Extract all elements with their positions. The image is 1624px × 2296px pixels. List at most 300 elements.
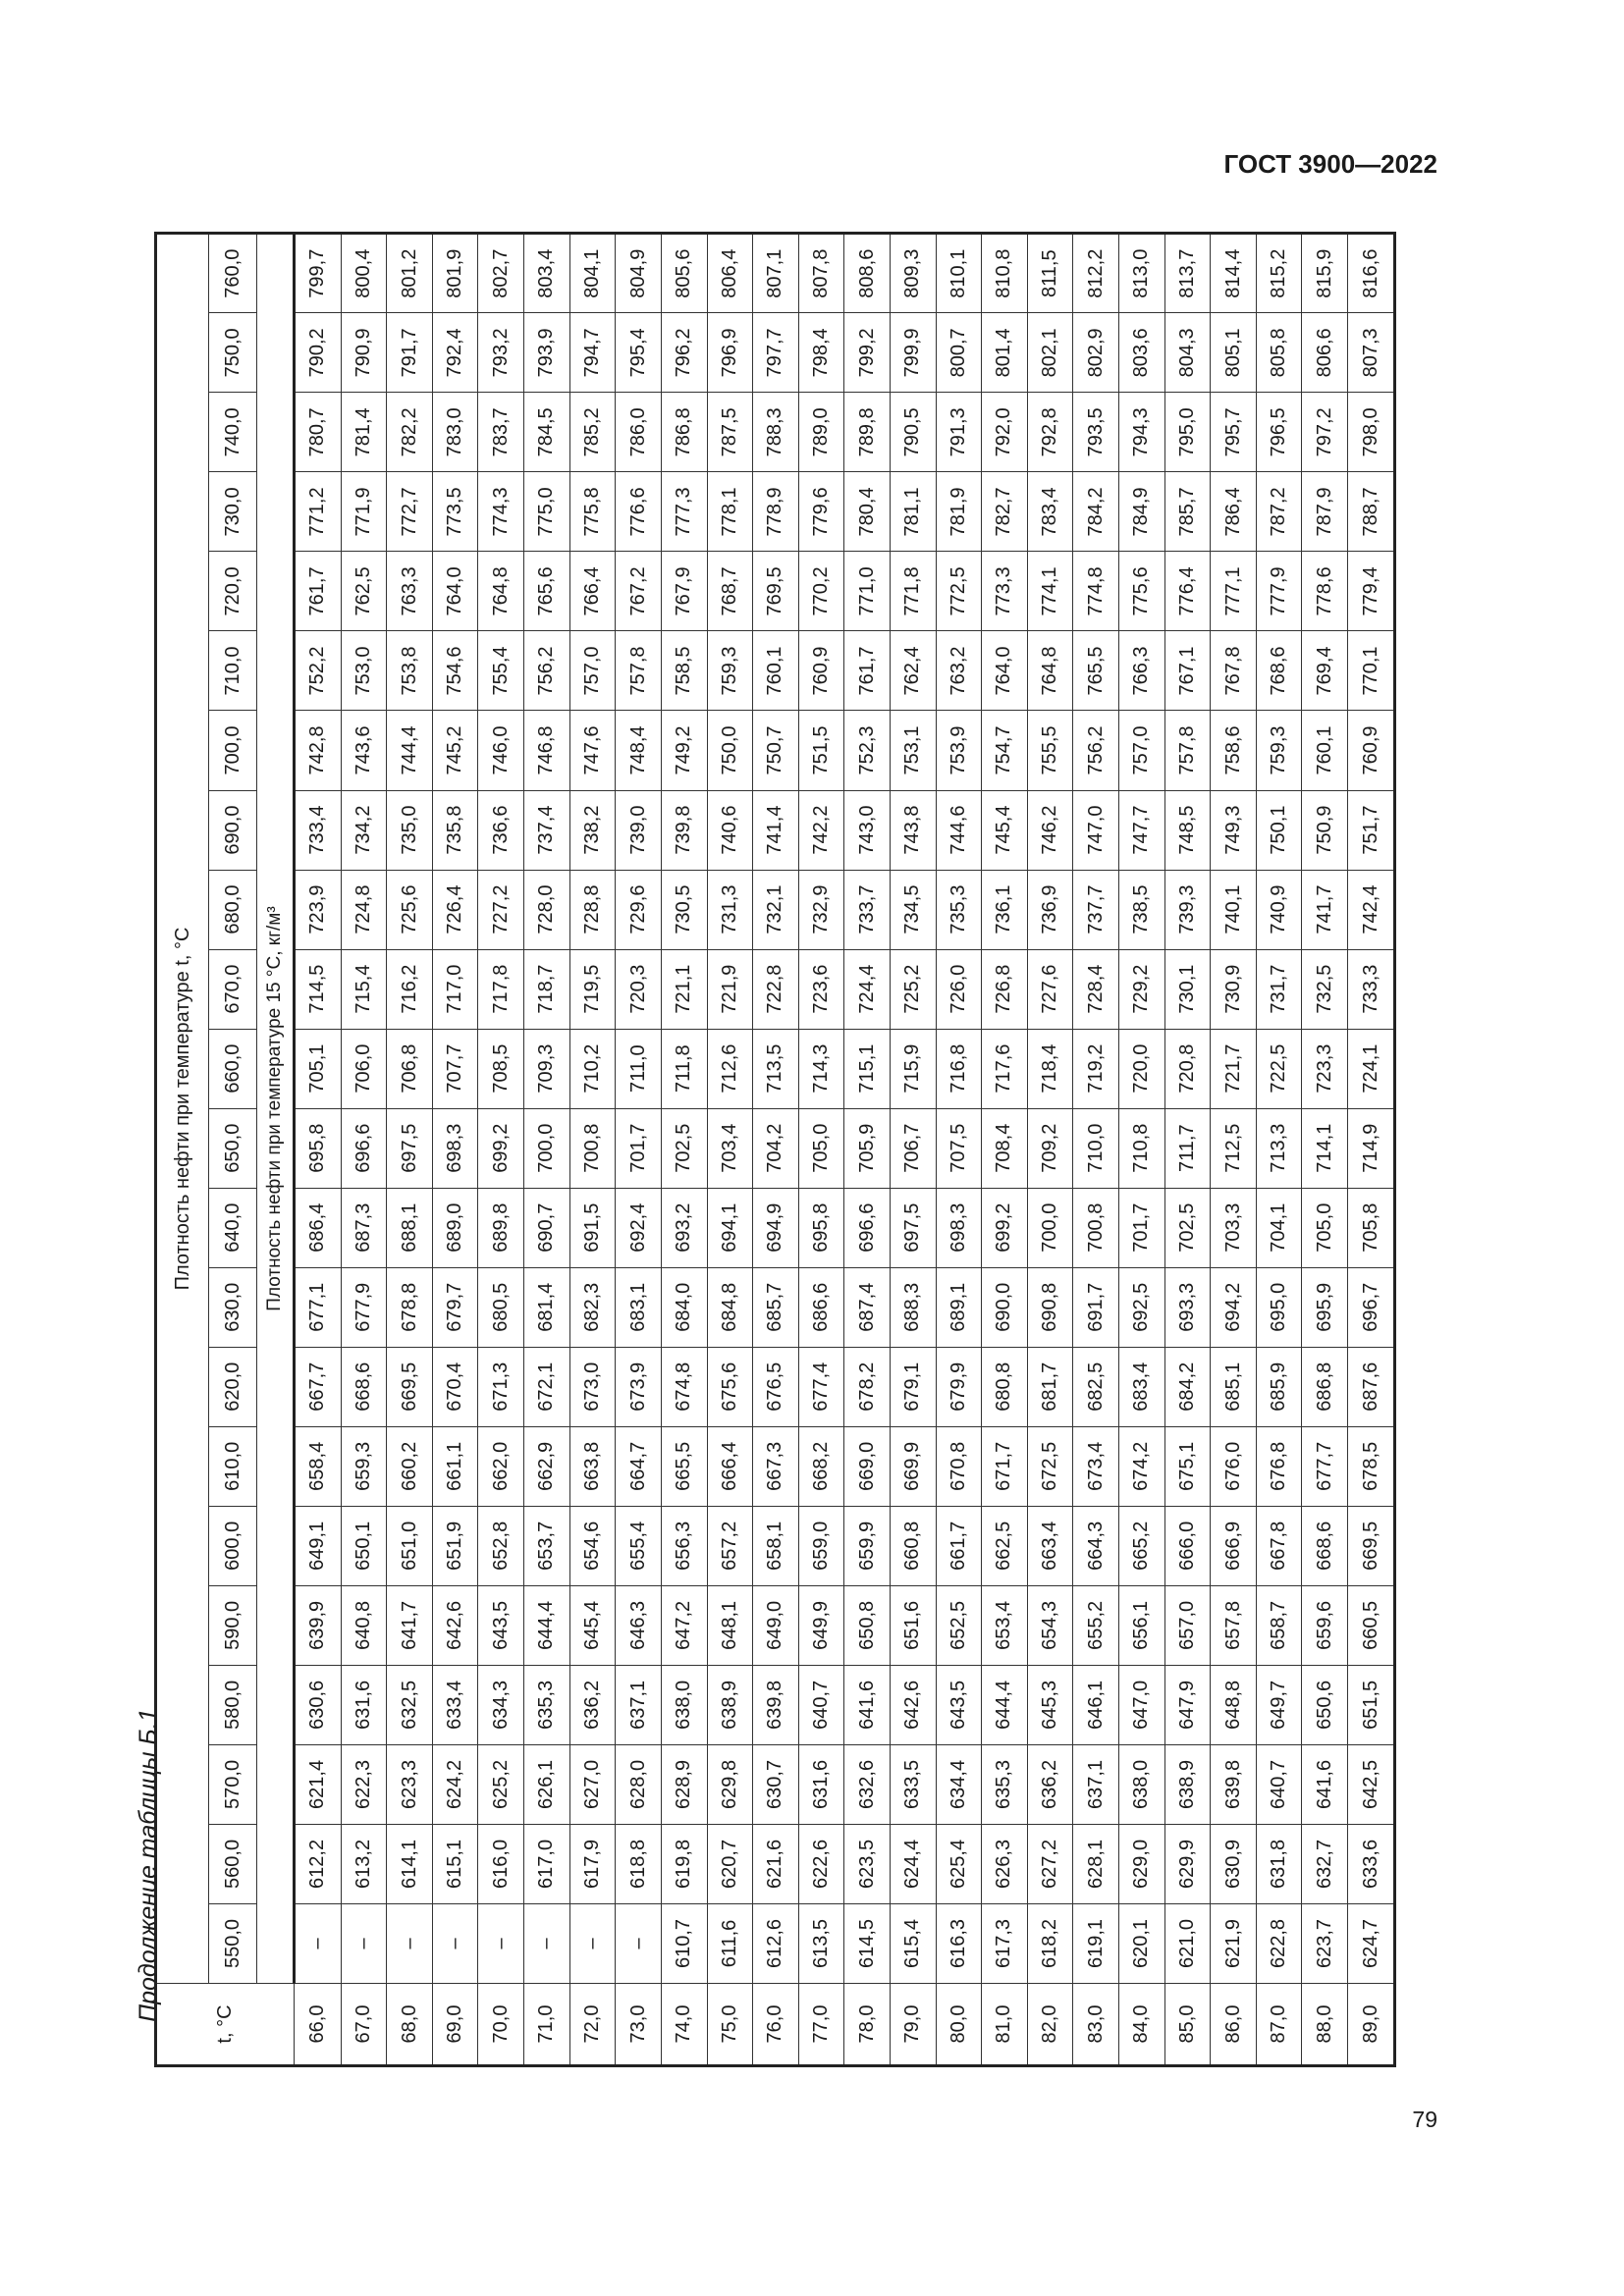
- page-number: 79: [1412, 2107, 1437, 2132]
- density-cell: 775,6: [1118, 552, 1164, 631]
- column-header: 570,0: [209, 1744, 257, 1824]
- temperature-cell: 81,0: [982, 1984, 1028, 2066]
- density-cell: 736,9: [1027, 870, 1073, 949]
- density-cell: 797,2: [1302, 393, 1348, 472]
- density-cell: 630,6: [295, 1665, 342, 1744]
- density-cell: 632,5: [387, 1665, 433, 1744]
- density-cell: 784,9: [1118, 472, 1164, 552]
- density-cell: 706,7: [890, 1108, 936, 1188]
- density-cell: 646,3: [616, 1585, 662, 1665]
- density-cell: 621,4: [295, 1744, 342, 1824]
- density-cell: 705,1: [295, 1029, 342, 1108]
- density-cell: 798,4: [798, 313, 844, 393]
- density-cell: 753,9: [936, 711, 982, 790]
- density-cell: 749,3: [1211, 790, 1257, 870]
- density-cell: 777,9: [1256, 552, 1302, 631]
- density-cell: 754,6: [432, 631, 478, 711]
- density-cell: 788,3: [753, 393, 799, 472]
- density-cell: 637,1: [1073, 1744, 1119, 1824]
- density-cell: 686,6: [798, 1267, 844, 1347]
- density-cell: 688,3: [890, 1267, 936, 1347]
- density-cell: –: [616, 1903, 662, 1983]
- density-cell: 636,2: [1027, 1744, 1073, 1824]
- column-header: 550,0: [209, 1903, 257, 1983]
- density-cell: 612,2: [295, 1824, 342, 1903]
- density-cell: 717,8: [478, 949, 524, 1029]
- density-cell: 656,3: [661, 1506, 707, 1585]
- density-cell: 690,8: [1027, 1267, 1073, 1347]
- density-cell: 796,2: [661, 313, 707, 393]
- density-cell: 793,9: [524, 313, 570, 393]
- density-cell: 740,6: [707, 790, 753, 870]
- temperature-cell: 70,0: [478, 1984, 524, 2066]
- density-cell: 739,3: [1164, 870, 1211, 949]
- density-cell: 710,2: [569, 1029, 616, 1108]
- density-table: [154, 232, 1396, 2067]
- density-cell: 699,2: [478, 1108, 524, 1188]
- density-cell: 668,6: [1302, 1506, 1348, 1585]
- density-cell: 780,7: [295, 393, 342, 472]
- density-cell: 793,5: [1073, 393, 1119, 472]
- density-cell: 648,1: [707, 1585, 753, 1665]
- density-cell: 641,7: [387, 1585, 433, 1665]
- column-header: 600,0: [209, 1506, 257, 1585]
- density-cell: 674,8: [661, 1347, 707, 1426]
- density-cell: 702,5: [1164, 1188, 1211, 1267]
- density-cell: 746,2: [1027, 790, 1073, 870]
- density-cell: 764,8: [1027, 631, 1073, 711]
- density-cell: 616,3: [936, 1903, 982, 1983]
- density-cell: 776,6: [616, 472, 662, 552]
- density-cell: 726,4: [432, 870, 478, 949]
- density-cell: 778,6: [1302, 552, 1348, 631]
- density-cell: 681,7: [1027, 1347, 1073, 1426]
- density-cell: 658,1: [753, 1506, 799, 1585]
- density-cell: 691,5: [569, 1188, 616, 1267]
- density-cell: 666,0: [1164, 1506, 1211, 1585]
- density-cell: 688,1: [387, 1188, 433, 1267]
- density-cell: 743,0: [844, 790, 891, 870]
- density-cell: 665,2: [1118, 1506, 1164, 1585]
- density-cell: 677,1: [295, 1267, 342, 1347]
- density-cell: 621,9: [1211, 1903, 1257, 1983]
- density-cell: 710,0: [1073, 1108, 1119, 1188]
- density-cell: 696,6: [844, 1188, 891, 1267]
- density-cell: 804,3: [1164, 313, 1211, 393]
- density-cell: 628,1: [1073, 1824, 1119, 1903]
- density-cell: –: [478, 1903, 524, 1983]
- density-cell: 791,7: [387, 313, 433, 393]
- density-cell: 752,2: [295, 631, 342, 711]
- temperature-cell: 78,0: [844, 1984, 891, 2066]
- density-cell: 730,1: [1164, 949, 1211, 1029]
- density-cell: 814,4: [1211, 234, 1257, 313]
- density-cell: 724,4: [844, 949, 891, 1029]
- temperature-cell: 72,0: [569, 1984, 616, 2066]
- density-cell: 798,0: [1348, 393, 1395, 472]
- density-cell: 720,3: [616, 949, 662, 1029]
- density-cell: 651,0: [387, 1506, 433, 1585]
- density-cell: 697,5: [890, 1188, 936, 1267]
- density-cell: 634,4: [936, 1744, 982, 1824]
- density-cell: 766,3: [1118, 631, 1164, 711]
- density-cell: 714,5: [295, 949, 342, 1029]
- density-cell: 727,6: [1027, 949, 1073, 1029]
- temperature-cell: 68,0: [387, 1984, 433, 2066]
- density-cell: 722,5: [1256, 1029, 1302, 1108]
- density-cell: 690,7: [524, 1188, 570, 1267]
- density-cell: 678,2: [844, 1347, 891, 1426]
- temperature-cell: 77,0: [798, 1984, 844, 2066]
- density-cell: 770,1: [1348, 631, 1395, 711]
- density-cell: 807,8: [798, 234, 844, 313]
- density-cell: 705,9: [844, 1108, 891, 1188]
- density-cell: 666,4: [707, 1426, 753, 1506]
- density-cell: 617,3: [982, 1903, 1028, 1983]
- density-cell: 714,3: [798, 1029, 844, 1108]
- density-cell: 743,6: [341, 711, 387, 790]
- density-cell: 705,0: [1302, 1188, 1348, 1267]
- column-header: 710,0: [209, 631, 257, 711]
- density-cell: 639,8: [1211, 1744, 1257, 1824]
- density-cell: 689,8: [478, 1188, 524, 1267]
- density-cell: 679,7: [432, 1267, 478, 1347]
- density-cell: 657,0: [1164, 1585, 1211, 1665]
- temperature-cell: 80,0: [936, 1984, 982, 2066]
- density-cell: 703,4: [707, 1108, 753, 1188]
- density-cell: 612,6: [753, 1903, 799, 1983]
- density-cell: 716,2: [387, 949, 433, 1029]
- temperature-cell: 74,0: [661, 1984, 707, 2066]
- density-cell: 673,9: [616, 1347, 662, 1426]
- density-cell: 622,6: [798, 1824, 844, 1903]
- density-cell: 779,4: [1348, 552, 1395, 631]
- density-cell: 717,0: [432, 949, 478, 1029]
- density-cell: 710,8: [1118, 1108, 1164, 1188]
- density-cell: 711,8: [661, 1029, 707, 1108]
- density-cell: 644,4: [982, 1665, 1028, 1744]
- density-cell: 649,9: [798, 1585, 844, 1665]
- density-cell: 733,3: [1348, 949, 1395, 1029]
- density-cell: 652,5: [936, 1585, 982, 1665]
- table-row: [982, 234, 1028, 2066]
- density-cell: 666,9: [1211, 1506, 1257, 1585]
- density-cell: 735,3: [936, 870, 982, 949]
- density-cell: 729,2: [1118, 949, 1164, 1029]
- density-cell: 816,6: [1348, 234, 1395, 313]
- density-cell: 611,6: [707, 1903, 753, 1983]
- density-cell: 783,7: [478, 393, 524, 472]
- density-cell: 617,0: [524, 1824, 570, 1903]
- density-cell: 700,8: [569, 1108, 616, 1188]
- density-cell: 694,1: [707, 1188, 753, 1267]
- density-cell: 670,8: [936, 1426, 982, 1506]
- density-cell: 805,8: [1256, 313, 1302, 393]
- table-row: [707, 234, 753, 2066]
- density-cell: 715,4: [341, 949, 387, 1029]
- density-cell: 708,5: [478, 1029, 524, 1108]
- density-cell: 724,8: [341, 870, 387, 949]
- density-cell: 679,9: [936, 1347, 982, 1426]
- density-cell: 707,5: [936, 1108, 982, 1188]
- density-cell: 693,3: [1164, 1267, 1211, 1347]
- density-cell: 767,2: [616, 552, 662, 631]
- density-cell: 635,3: [524, 1665, 570, 1744]
- density-cell: 677,7: [1302, 1426, 1348, 1506]
- density-cell: 781,1: [890, 472, 936, 552]
- density-cell: 664,3: [1073, 1506, 1119, 1585]
- density-cell: 658,7: [1256, 1585, 1302, 1665]
- density-cell: 730,5: [661, 870, 707, 949]
- density-cell: 732,1: [753, 870, 799, 949]
- density-cell: 795,4: [616, 313, 662, 393]
- density-cell: 742,2: [798, 790, 844, 870]
- temperature-cell: 67,0: [341, 1984, 387, 2066]
- density-cell: 626,3: [982, 1824, 1028, 1903]
- density-cell: 800,7: [936, 313, 982, 393]
- table-row: [1211, 234, 1257, 2066]
- density-cell: 621,6: [753, 1824, 799, 1903]
- density-cell: 622,8: [1256, 1903, 1302, 1983]
- density-cell: 620,7: [707, 1824, 753, 1903]
- density-cell: 632,6: [844, 1744, 891, 1824]
- column-header: 670,0: [209, 949, 257, 1029]
- density-cell: 662,5: [982, 1506, 1028, 1585]
- density-cell: 638,0: [661, 1665, 707, 1744]
- density-cell: 735,0: [387, 790, 433, 870]
- column-header: 610,0: [209, 1426, 257, 1506]
- density-cell: 685,9: [1256, 1347, 1302, 1426]
- table-row: [1073, 234, 1119, 2066]
- column-header: 650,0: [209, 1108, 257, 1188]
- density-cell: 792,0: [982, 393, 1028, 472]
- density-cell: 623,7: [1302, 1903, 1348, 1983]
- density-cell: 792,4: [432, 313, 478, 393]
- temperature-cell: 84,0: [1118, 1984, 1164, 2066]
- density-cell: 665,5: [661, 1426, 707, 1506]
- density-cell: 790,5: [890, 393, 936, 472]
- density-cell: 683,1: [616, 1267, 662, 1347]
- density-cell: 687,3: [341, 1188, 387, 1267]
- density-cell: 748,4: [616, 711, 662, 790]
- density-cell: 758,5: [661, 631, 707, 711]
- density-cell: 661,1: [432, 1426, 478, 1506]
- density-cell: 703,3: [1211, 1188, 1257, 1267]
- density-cell: 726,0: [936, 949, 982, 1029]
- density-cell: 676,0: [1211, 1426, 1257, 1506]
- temperature-cell: 88,0: [1302, 1984, 1348, 2066]
- table-row: [387, 234, 433, 2066]
- density-cell: 789,0: [798, 393, 844, 472]
- density-cell: –: [432, 1903, 478, 1983]
- density-cell: 744,6: [936, 790, 982, 870]
- density-cell: 787,5: [707, 393, 753, 472]
- density-cell: 683,4: [1118, 1347, 1164, 1426]
- density-cell: 615,1: [432, 1824, 478, 1903]
- density-cell: 734,2: [341, 790, 387, 870]
- density-cell: 782,2: [387, 393, 433, 472]
- density-cell: 692,5: [1118, 1267, 1164, 1347]
- density-cell: 750,1: [1256, 790, 1302, 870]
- density-cell: 747,6: [569, 711, 616, 790]
- density-cell: 662,0: [478, 1426, 524, 1506]
- density-cell: –: [569, 1903, 616, 1983]
- density-cell: 737,7: [1073, 870, 1119, 949]
- density-cell: 793,2: [478, 313, 524, 393]
- density-cell: 645,3: [1027, 1665, 1073, 1744]
- temperature-cell: 86,0: [1211, 1984, 1257, 2066]
- density-cell: 725,6: [387, 870, 433, 949]
- density-cell: 717,6: [982, 1029, 1028, 1108]
- density-cell: 650,6: [1302, 1665, 1348, 1744]
- density-cell: 762,4: [890, 631, 936, 711]
- density-cell: 801,4: [982, 313, 1028, 393]
- density-cell: 671,3: [478, 1347, 524, 1426]
- density-cell: 698,3: [936, 1188, 982, 1267]
- density-cell: 735,8: [432, 790, 478, 870]
- density-cell: 624,2: [432, 1744, 478, 1824]
- density-cell: 663,8: [569, 1426, 616, 1506]
- density-cell: 682,3: [569, 1267, 616, 1347]
- density-cell: 673,0: [569, 1347, 616, 1426]
- table-row: [1256, 234, 1302, 2066]
- density-cell: 623,5: [844, 1824, 891, 1903]
- density-cell: 749,2: [661, 711, 707, 790]
- density-cell: 775,8: [569, 472, 616, 552]
- density-cell: 764,0: [982, 631, 1028, 711]
- column-header: 760,0: [209, 234, 257, 313]
- density-cell: 751,5: [798, 711, 844, 790]
- density-cell: 628,9: [661, 1744, 707, 1824]
- density-cell: 671,7: [982, 1426, 1028, 1506]
- density-cell: 802,7: [478, 234, 524, 313]
- density-cell: 796,5: [1256, 393, 1302, 472]
- column-header: 590,0: [209, 1585, 257, 1665]
- density-cell: 642,5: [1348, 1744, 1395, 1824]
- density-cell: 722,8: [753, 949, 799, 1029]
- density-cell: 624,4: [890, 1824, 936, 1903]
- density-cell: 631,6: [341, 1665, 387, 1744]
- density-cell: 675,1: [1164, 1426, 1211, 1506]
- density-cell: 774,1: [1027, 552, 1073, 631]
- density-cell: 706,8: [387, 1029, 433, 1108]
- density-cell: 712,5: [1211, 1108, 1257, 1188]
- density-cell: 745,4: [982, 790, 1028, 870]
- density-cell: 752,3: [844, 711, 891, 790]
- density-cell: 708,4: [982, 1108, 1028, 1188]
- density-cell: 655,4: [616, 1506, 662, 1585]
- density-cell: 792,8: [1027, 393, 1073, 472]
- density-cell: 633,6: [1348, 1824, 1395, 1903]
- density-cell: 806,4: [707, 234, 753, 313]
- density-cell: 640,7: [1256, 1744, 1302, 1824]
- density-cell: 786,8: [661, 393, 707, 472]
- density-cell: 713,3: [1256, 1108, 1302, 1188]
- density-cell: 760,1: [1302, 711, 1348, 790]
- density-cell: 787,9: [1302, 472, 1348, 552]
- density-cell: 680,5: [478, 1267, 524, 1347]
- density-cell: 684,0: [661, 1267, 707, 1347]
- table-row: [1027, 234, 1073, 2066]
- density-cell: 687,6: [1348, 1347, 1395, 1426]
- density-cell: 630,7: [753, 1744, 799, 1824]
- density-cell: –: [524, 1903, 570, 1983]
- density-cell: 614,1: [387, 1824, 433, 1903]
- density-cell: 682,5: [1073, 1347, 1119, 1426]
- density-cell: 788,7: [1348, 472, 1395, 552]
- density-cell: 768,7: [707, 552, 753, 631]
- density-cell: 629,0: [1118, 1824, 1164, 1903]
- density-cell: 687,4: [844, 1267, 891, 1347]
- density-cell: 803,4: [524, 234, 570, 313]
- density-cell: 718,4: [1027, 1029, 1073, 1108]
- density-cell: 620,1: [1118, 1903, 1164, 1983]
- density-cell: 736,6: [478, 790, 524, 870]
- density-cell: 676,5: [753, 1347, 799, 1426]
- density-cell: 803,6: [1118, 313, 1164, 393]
- temperature-cell: 69,0: [432, 1984, 478, 2066]
- density-cell: 728,0: [524, 870, 570, 949]
- column-header: 630,0: [209, 1267, 257, 1347]
- density-cell: 719,2: [1073, 1029, 1119, 1108]
- density-cell: –: [341, 1903, 387, 1983]
- density-cell: 802,1: [1027, 313, 1073, 393]
- density-cell: 661,7: [936, 1506, 982, 1585]
- density-cell: 705,8: [1348, 1188, 1395, 1267]
- density-cell: 684,8: [707, 1267, 753, 1347]
- density-cell: 632,7: [1302, 1824, 1348, 1903]
- table-body: [295, 234, 1395, 2066]
- density-cell: 723,6: [798, 949, 844, 1029]
- density-cell: 748,5: [1164, 790, 1211, 870]
- density-cell: 650,1: [341, 1506, 387, 1585]
- column-header: 700,0: [209, 711, 257, 790]
- density-cell: 670,4: [432, 1347, 478, 1426]
- density-cell: 699,2: [982, 1188, 1028, 1267]
- density-cell: 615,4: [890, 1903, 936, 1983]
- density-cell: 794,7: [569, 313, 616, 393]
- density-cell: 805,6: [661, 234, 707, 313]
- density-cell: 657,8: [1211, 1585, 1257, 1665]
- table-row: [753, 234, 799, 2066]
- density-cell: 694,2: [1211, 1267, 1257, 1347]
- density-cell: 771,9: [341, 472, 387, 552]
- density-cell: 767,9: [661, 552, 707, 631]
- density-cell: 712,6: [707, 1029, 753, 1108]
- density-cell: 656,1: [1118, 1585, 1164, 1665]
- density-cell: 700,8: [1073, 1188, 1119, 1267]
- temperature-cell: 82,0: [1027, 1984, 1073, 2066]
- density-cell: 786,0: [616, 393, 662, 472]
- density-cell: 617,9: [569, 1824, 616, 1903]
- density-cell: 790,2: [295, 313, 342, 393]
- density-cell: 667,3: [753, 1426, 799, 1506]
- temperature-cell: 73,0: [616, 1984, 662, 2066]
- density-cell: 755,5: [1027, 711, 1073, 790]
- density-cell: 662,9: [524, 1426, 570, 1506]
- density-cell: 613,2: [341, 1824, 387, 1903]
- density-cell: 709,2: [1027, 1108, 1073, 1188]
- density-cell: 689,1: [936, 1267, 982, 1347]
- density-cell: 623,3: [387, 1744, 433, 1824]
- table-row: [432, 234, 478, 2066]
- density-cell: 697,5: [387, 1108, 433, 1188]
- density-cell: 657,2: [707, 1506, 753, 1585]
- density-cell: 730,9: [1211, 949, 1257, 1029]
- density-cell: 633,5: [890, 1744, 936, 1824]
- density-cell: 716,8: [936, 1029, 982, 1108]
- density-cell: 675,6: [707, 1347, 753, 1426]
